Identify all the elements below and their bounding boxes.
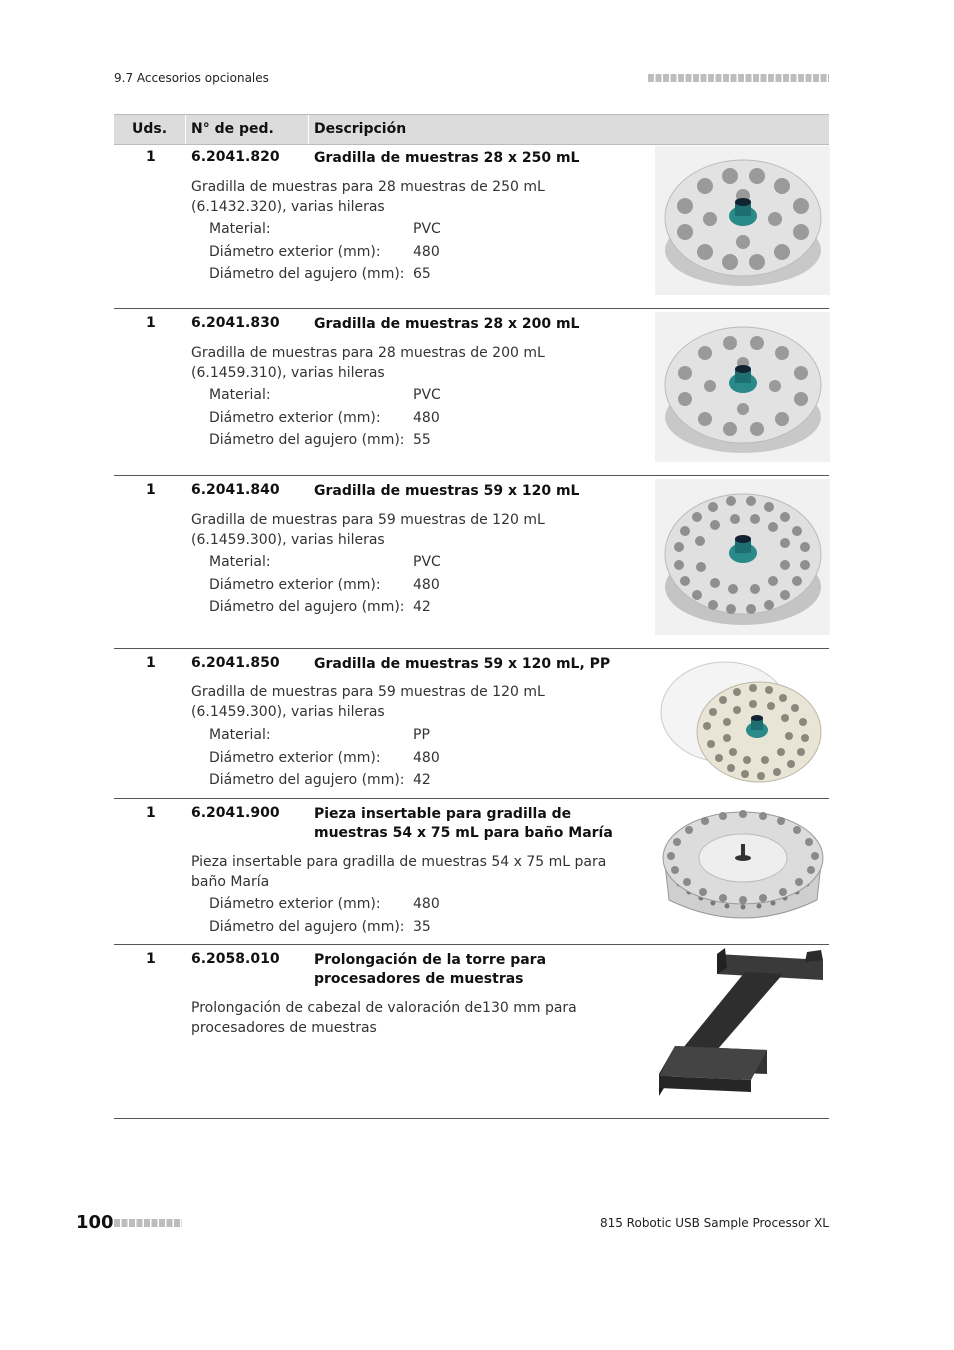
row-title: Gradilla de muestras 28 x 200 mL: [314, 316, 580, 332]
spec-label: Material:: [209, 387, 271, 403]
spec-value: 42: [413, 599, 431, 615]
row-description: Prolongación de cabezal de valoración de130 mm para procesadores de muestras: [191, 1000, 577, 1036]
spec-label: Material:: [209, 554, 271, 570]
column-separator: [308, 115, 309, 144]
spec-label: Diámetro exterior (mm):: [209, 749, 381, 766]
row-qty: 1: [146, 482, 156, 498]
spec-label: Diámetro exterior (mm):: [209, 409, 381, 426]
spec-value: 42: [413, 772, 431, 788]
spec-label: Diámetro exterior (mm):: [209, 576, 381, 593]
row-qty: 1: [146, 951, 156, 967]
row-order-number: 6.2058.010: [191, 951, 280, 967]
sample-rack-59-icon: [655, 479, 830, 635]
sample-rack-28-icon: [655, 312, 830, 462]
row-description: Gradilla de muestras para 59 muestras de 120 mL (6.1459.300), varias hileras: [191, 684, 545, 720]
spec-label: Diámetro del agujero (mm):: [209, 772, 405, 788]
row-order-number: 6.2041.830: [191, 315, 280, 331]
row-divider: [114, 648, 829, 649]
row-divider: [114, 944, 829, 945]
row-title: Gradilla de muestras 59 x 120 mL: [314, 483, 580, 499]
row-order-number: 6.2041.840: [191, 482, 280, 498]
spec-value: 480: [413, 409, 440, 426]
spec-label: Diámetro del agujero (mm):: [209, 266, 405, 282]
spec-value: 480: [413, 896, 440, 912]
row-order-number: 6.2041.850: [191, 655, 280, 671]
spec-value: PVC: [413, 387, 441, 403]
header-dots: [648, 74, 829, 82]
footer-dots: [114, 1219, 182, 1227]
spec-label: Diámetro del agujero (mm):: [209, 432, 405, 448]
spec-label: Diámetro del agujero (mm):: [209, 918, 405, 935]
row-title: Prolongación de la torre para procesadores de muestras: [314, 952, 547, 987]
column-order-number: N° de ped.: [191, 121, 274, 137]
spec-list: [209, 724, 440, 792]
spec-list: [209, 551, 441, 619]
column-separator: [185, 115, 186, 144]
row-description: Gradilla de muestras para 59 muestras de 120 mL (6.1459.300), varias hileras: [191, 512, 545, 548]
spec-label: Diámetro exterior (mm):: [209, 896, 381, 912]
spec-value: 480: [413, 243, 440, 260]
row-qty: 1: [146, 655, 156, 671]
row-description: Pieza insertable para gradilla de muestras 54 x 75 mL para baño María: [191, 854, 607, 890]
spec-value: 480: [413, 576, 440, 593]
column-qty: Uds.: [132, 121, 168, 137]
row-divider: [114, 475, 829, 476]
row-title: Pieza insertable para gradilla de muestras 54 x 75 mL para baño María: [314, 806, 613, 841]
sample-rack-28-icon: [655, 146, 830, 295]
spec-label: Diámetro del agujero (mm):: [209, 599, 405, 615]
row-qty: 1: [146, 315, 156, 331]
section-title: 9.7 Accesorios opcionales: [114, 71, 269, 85]
row-divider: [114, 308, 829, 309]
row-divider: [114, 798, 829, 799]
table-header: [114, 114, 829, 145]
spec-value: 55: [413, 432, 431, 448]
spec-value: 35: [413, 918, 431, 935]
sample-rack-pp-icon: [655, 656, 830, 792]
page-number: 100: [76, 1212, 114, 1233]
spec-label: Material:: [209, 727, 271, 743]
tower-extension-icon: [655, 946, 830, 1098]
spec-label: Diámetro exterior (mm):: [209, 243, 381, 260]
rack-insert-icon: [655, 804, 830, 928]
spec-list: [209, 218, 441, 286]
spec-label: Material:: [209, 221, 271, 237]
product-name: 815 Robotic USB Sample Processor XL: [599, 1216, 829, 1230]
spec-value: PVC: [413, 221, 441, 237]
row-divider: [114, 1118, 829, 1119]
row-title: Gradilla de muestras 28 x 250 mL: [314, 150, 580, 166]
spec-value: PVC: [413, 554, 441, 570]
row-title: Gradilla de muestras 59 x 120 mL, PP: [314, 656, 611, 672]
column-description: Descripción: [314, 121, 407, 137]
row-description: Gradilla de muestras para 28 muestras de 200 mL (6.1459.310), varias hileras: [191, 345, 545, 381]
spec-value: 480: [413, 749, 440, 766]
spec-list: [209, 893, 440, 938]
row-order-number: 6.2041.900: [191, 805, 280, 821]
row-qty: 1: [146, 805, 156, 821]
row-description: Gradilla de muestras para 28 muestras de 250 mL (6.1432.320), varias hileras: [191, 179, 545, 215]
spec-value: 65: [413, 266, 431, 282]
row-order-number: 6.2041.820: [191, 149, 280, 165]
row-qty: 1: [146, 149, 156, 165]
spec-value: PP: [413, 727, 430, 743]
spec-list: [209, 384, 441, 452]
